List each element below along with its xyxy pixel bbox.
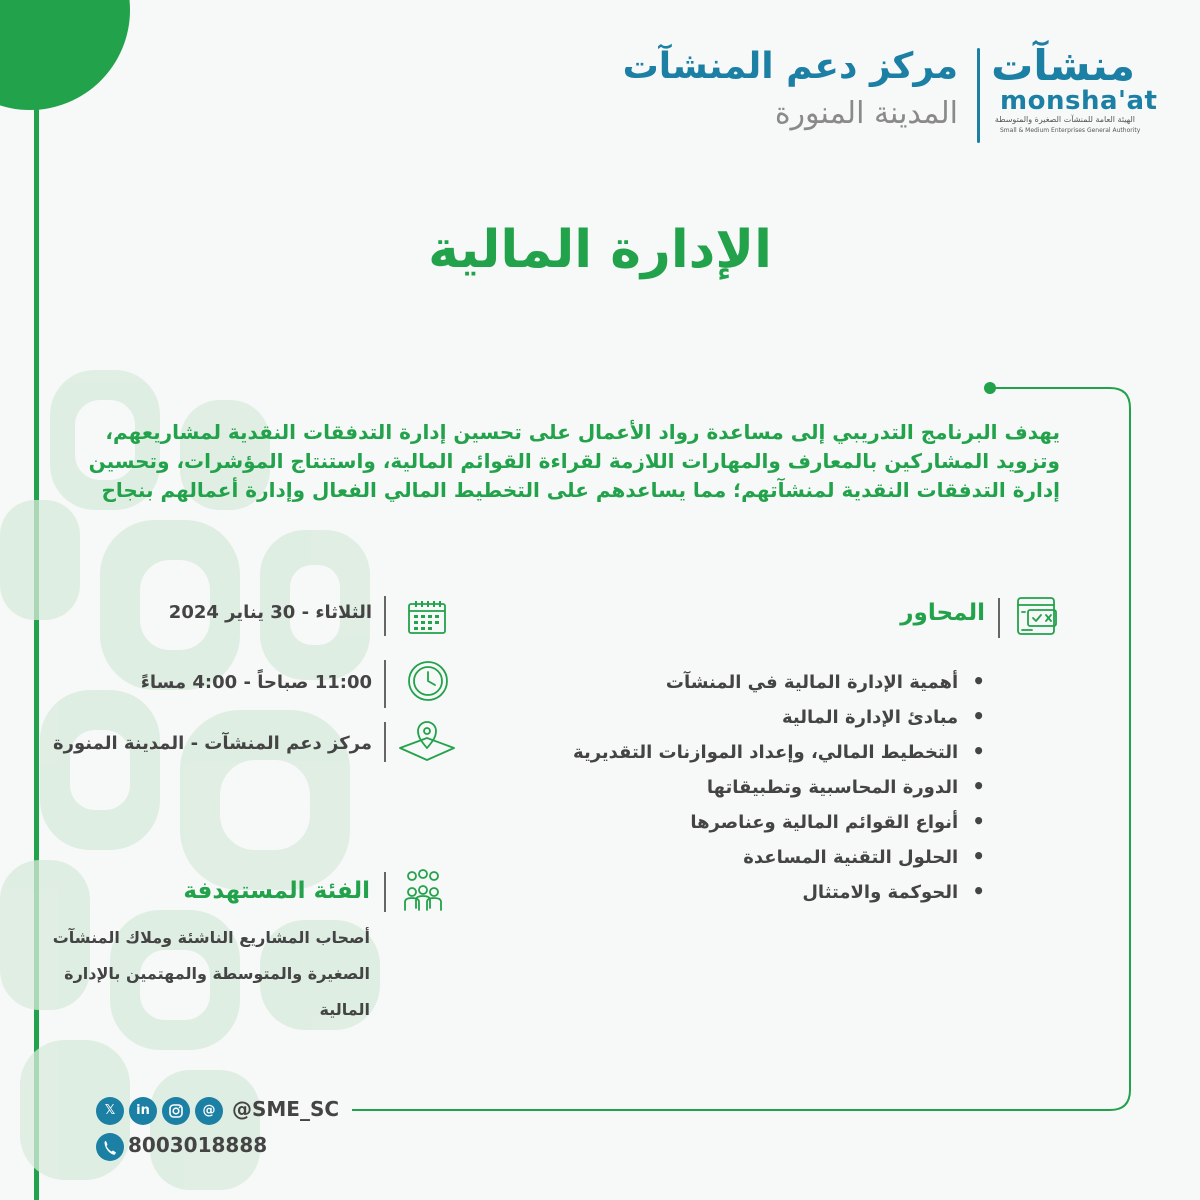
logo-subtitle-english: Small & Medium Enterprises General Authority (1000, 127, 1141, 134)
map-pin-icon (398, 718, 456, 764)
topic-item: • التخطيط المالي، وإعداد الموازنات التقديرية (465, 734, 985, 769)
monshaat-logo (991, 41, 1158, 144)
corner-decoration (0, 0, 130, 110)
topic-item: • أهمية الإدارة المالية في المنشآت (465, 664, 985, 699)
phone-number[interactable]: 8003018888 (128, 1133, 268, 1157)
social-handle[interactable]: @SME_SC (232, 1097, 340, 1121)
linkedin-icon[interactable]: in (129, 1097, 157, 1125)
logo-arabic: منشآت (991, 41, 1135, 90)
audience-divider (384, 872, 386, 912)
topic-item: • الحوكمة والامتثال (465, 874, 985, 909)
intro-paragraph: يهدف البرنامج التدريبي إلى مساعدة رواد الأعمال على تحسين إدارة التدفقات النقدية لمشاريعهم، وتزويد المشاركين بالمعارف والمهارات اللازمة لقراءة القوائم المالية، واستنتاج المؤشرات، وتحسين إدارة التدفقات النقدية لمنشآتهم؛ مما يساعدهم على التخطيط المالي الفعال وإدارة أعمالهم بنجاح (88, 420, 1060, 502)
frame-dot (984, 382, 996, 394)
logo-english: monsha'at (1000, 86, 1158, 116)
checklist-icon (1012, 592, 1062, 642)
topics-list (465, 664, 985, 909)
topic-item: • الحلول التقنية المساعدة (465, 839, 985, 874)
time-divider (384, 660, 386, 708)
instagram-icon[interactable] (162, 1097, 190, 1125)
page-title: الإدارة المالية (428, 220, 772, 280)
calendar-icon (406, 600, 448, 636)
instagram-glyph (162, 1097, 190, 1125)
header-divider (977, 48, 980, 143)
center-city: المدينة المنورة (774, 96, 958, 131)
phone-icon[interactable] (96, 1133, 124, 1161)
audience-description: أصحاب المشاريع الناشئة وملاك المنشآت الصغيرة والمتوسطة والمهتمين بالإدارة المالية (52, 928, 370, 1019)
topics-heading: المحاور (900, 600, 985, 626)
location-divider (384, 722, 386, 762)
event-time: 11:00 صباحاً - 4:00 مساءً (140, 672, 372, 693)
topic-item: • الدورة المحاسبية وتطبيقاتها (465, 769, 985, 804)
group-icon (400, 868, 446, 914)
threads-icon[interactable]: @ (195, 1097, 223, 1125)
audience-heading: الفئة المستهدفة (183, 878, 370, 904)
logo-subtitle-arabic: الهيئة العامة للمنشآت الصغيرة والمتوسطة (994, 115, 1135, 124)
event-location: مركز دعم المنشآت - المدينة المنورة (53, 733, 372, 754)
center-name: مركز دعم المنشآت (622, 46, 958, 87)
topic-item: • مبادئ الإدارة المالية (465, 699, 985, 734)
clock-icon (405, 658, 451, 704)
date-divider (384, 596, 386, 636)
x-icon[interactable]: 𝕏 (96, 1097, 124, 1125)
topics-divider (998, 598, 1000, 638)
topic-item: • أنواع القوائم المالية وعناصرها (465, 804, 985, 839)
phone-glyph (96, 1133, 124, 1161)
event-date: الثلاثاء - 30 يناير 2024 (168, 602, 372, 623)
